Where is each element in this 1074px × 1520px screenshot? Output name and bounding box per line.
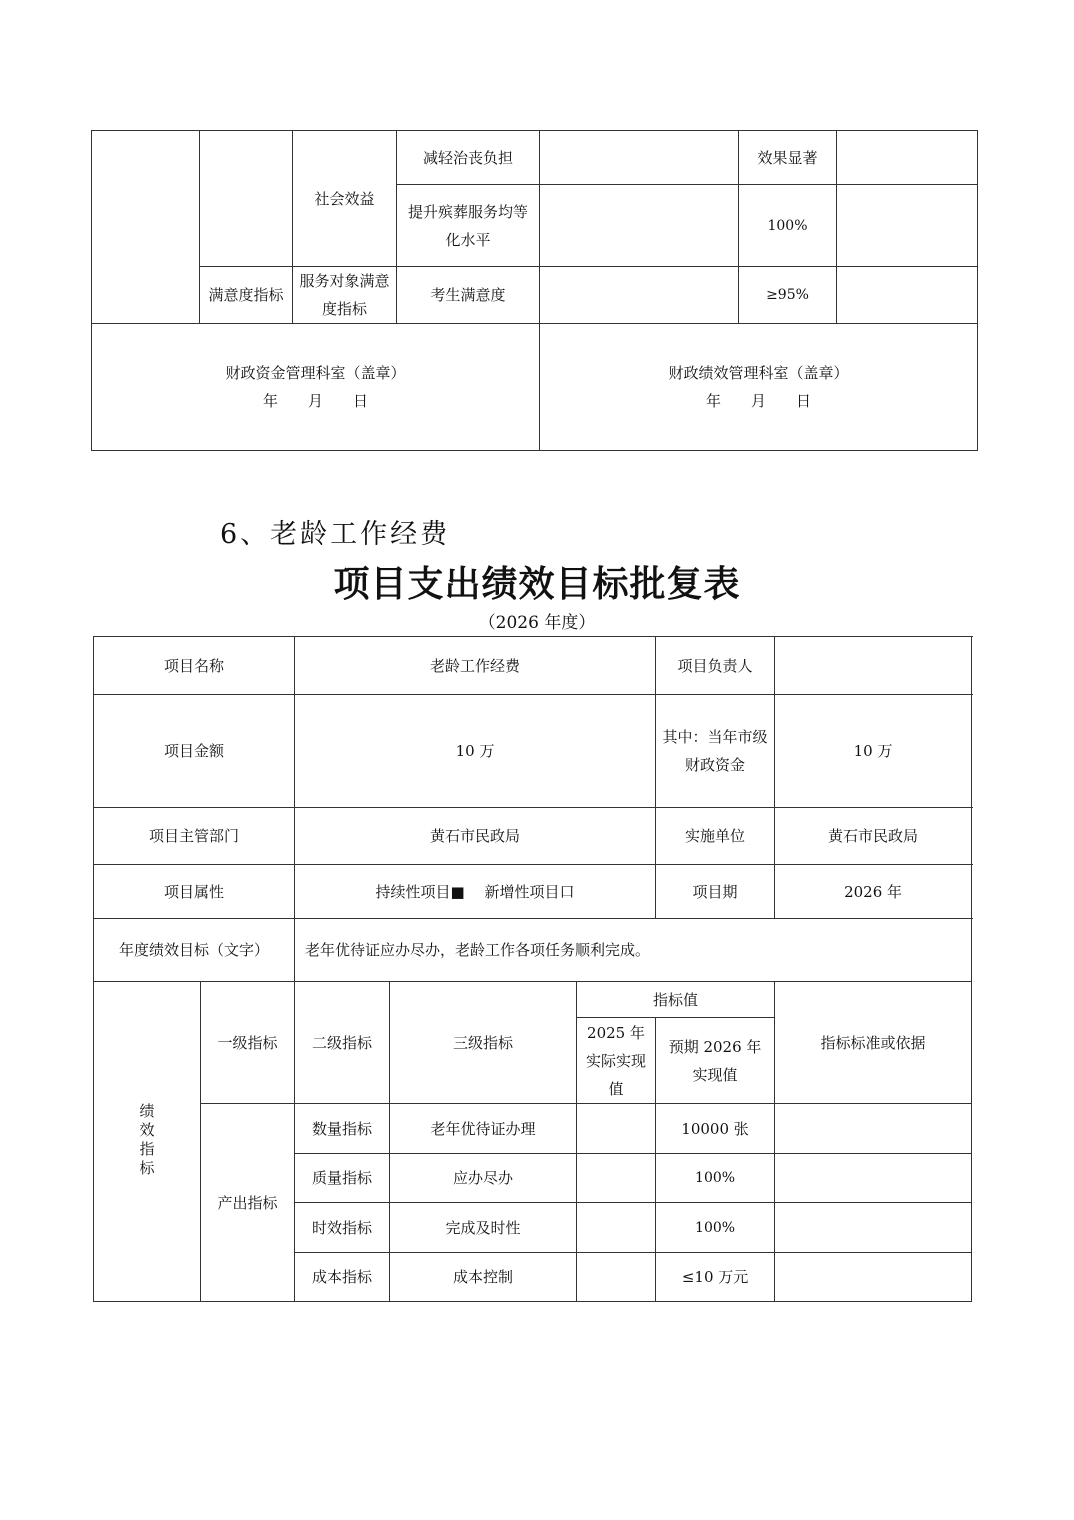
basis-cell bbox=[775, 1203, 972, 1253]
impl-unit-value: 黄石市民政局 bbox=[775, 808, 972, 865]
basis-cell bbox=[775, 1253, 972, 1302]
basis-cell bbox=[837, 131, 978, 185]
project-period-value: 2026 年 bbox=[775, 865, 972, 919]
second-indicator-header: 二级指标 bbox=[295, 982, 390, 1104]
prev-actual-cell bbox=[577, 1104, 656, 1154]
expected-cell: 100% bbox=[656, 1203, 775, 1253]
second-indicator-cell: 成本指标 bbox=[295, 1253, 390, 1302]
basis-cell bbox=[775, 1104, 972, 1154]
project-amount-value: 10 万 bbox=[295, 695, 656, 808]
approval-table bbox=[93, 636, 972, 1302]
expected-header: 预期 2026 年实现值 bbox=[656, 1018, 775, 1104]
third-indicator-cell: 减轻治丧负担 bbox=[397, 131, 540, 185]
satisfaction-target-cell: ≥95% bbox=[739, 267, 837, 324]
second-indicator-cell: 时效指标 bbox=[295, 1203, 390, 1253]
third-indicator-cell: 完成及时性 bbox=[390, 1203, 577, 1253]
satisfaction-third-cell: 考生满意度 bbox=[397, 267, 540, 324]
perf-indicator-label-cell bbox=[94, 982, 201, 1302]
empty-cell bbox=[540, 267, 739, 324]
project-attr-value: 持续性项目■ 新增性项目口 bbox=[295, 865, 656, 919]
output-indicator-cell: 产出指标 bbox=[201, 1104, 295, 1302]
fund-office-sign-cell bbox=[92, 324, 540, 451]
project-period-label: 项目期 bbox=[656, 865, 775, 919]
basis-cell bbox=[775, 1154, 972, 1203]
expected-cell: 10000 张 bbox=[656, 1104, 775, 1154]
last-year-value-cell bbox=[540, 131, 739, 185]
project-leader-value bbox=[775, 637, 972, 695]
section-heading: 6、老龄工作经费 bbox=[220, 519, 451, 550]
perf-office-sign-cell bbox=[540, 324, 978, 451]
project-name-label: 项目名称 bbox=[94, 637, 295, 695]
third-indicator-cell: 提升殡葬服务均等化水平 bbox=[397, 185, 540, 267]
annual-goal-label: 年度绩效目标（文字） bbox=[94, 919, 295, 982]
page-title: 项目支出绩效目标批复表 bbox=[333, 563, 741, 605]
impl-unit-label: 实施单位 bbox=[656, 808, 775, 865]
perf-office-label: 财政绩效管理科室（盖章） bbox=[668, 364, 849, 382]
fiscal-fund-label: 其中：当年市级财政资金 bbox=[656, 695, 775, 808]
prev-actual-cell bbox=[577, 1154, 656, 1203]
project-name-value: 老龄工作经费 bbox=[295, 637, 656, 695]
year-label: （2026 年度） bbox=[478, 613, 596, 633]
previous-indicator-table bbox=[91, 130, 978, 451]
fund-office-date: 年 月 日 bbox=[262, 392, 368, 410]
third-indicator-cell: 应办尽办 bbox=[390, 1154, 577, 1203]
basis-header: 指标标准或依据 bbox=[775, 982, 972, 1104]
dept-value: 黄石市民政局 bbox=[295, 808, 656, 865]
second-indicator-cell: 质量指标 bbox=[295, 1154, 390, 1203]
third-indicator-header: 三级指标 bbox=[390, 982, 577, 1104]
annual-goal-value: 老年优待证应办尽办，老龄工作各项任务顺利完成。 bbox=[295, 919, 972, 982]
third-indicator-cell: 老年优待证办理 bbox=[390, 1104, 577, 1154]
fiscal-fund-value: 10 万 bbox=[775, 695, 972, 808]
basis-cell bbox=[837, 185, 978, 267]
target-value-cell: 效果显著 bbox=[739, 131, 837, 185]
target-value-cell: 100% bbox=[739, 185, 837, 267]
dept-label: 项目主管部门 bbox=[94, 808, 295, 865]
first-indicator-header: 一级指标 bbox=[201, 982, 295, 1104]
project-leader-label: 项目负责人 bbox=[656, 637, 775, 695]
prev-actual-cell bbox=[577, 1203, 656, 1253]
empty-cell bbox=[92, 131, 200, 324]
prev-actual-header: 2025 年实际实现值 bbox=[577, 1018, 656, 1104]
last-year-value-cell bbox=[540, 185, 739, 267]
prev-actual-cell bbox=[577, 1253, 656, 1302]
fund-office-label: 财政资金管理科室（盖章） bbox=[225, 364, 406, 382]
project-attr-label: 项目属性 bbox=[94, 865, 295, 919]
social-benefit-cell: 社会效益 bbox=[293, 131, 397, 267]
expected-cell: ≤10 万元 bbox=[656, 1253, 775, 1302]
perf-indicator-label: 绩效指标 bbox=[139, 1101, 155, 1177]
satisfaction-first-cell: 满意度指标 bbox=[200, 267, 293, 324]
perf-office-date: 年 月 日 bbox=[705, 392, 811, 410]
second-indicator-cell: 数量指标 bbox=[295, 1104, 390, 1154]
expected-cell: 100% bbox=[656, 1154, 775, 1203]
empty-cell bbox=[200, 131, 293, 267]
basis-cell bbox=[837, 267, 978, 324]
third-indicator-cell: 成本控制 bbox=[390, 1253, 577, 1302]
satisfaction-second-cell: 服务对象满意度指标 bbox=[293, 267, 397, 324]
indicator-value-header: 指标值 bbox=[577, 982, 775, 1018]
project-amount-label: 项目金额 bbox=[94, 695, 295, 808]
